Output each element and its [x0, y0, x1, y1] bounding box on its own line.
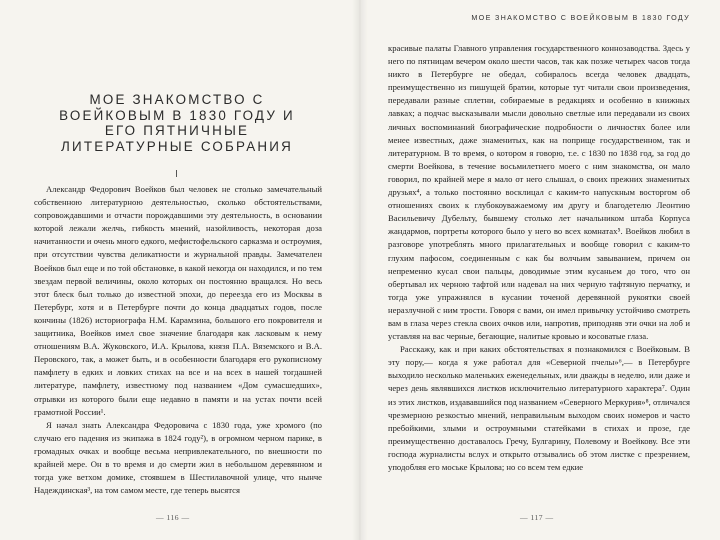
left-page-body — [34, 183, 322, 497]
page-number-right: — 117 — — [520, 513, 554, 522]
page-number-left: — 116 — — [156, 513, 190, 522]
chapter-title: МОЕ ЗНАКОМСТВО С ВОЕЙКОВЫМ В 1830 ГОДУ И ЕГО ПЯТНИЧНЫЕ ЛИТЕРАТУРНЫЕ СОБРАНИЯ — [59, 92, 295, 154]
right-page-body — [388, 42, 690, 474]
right-paragraph-1: красивые палаты Главного управления государственного коннозаводства. Здесь у него по пятницам вечером около шести часов, так как позже четырех часов тогда никто в Петербурге не обедал, собиралось всегда человек двадцать, преимущественно из пишущей братии, которые тут читали свои произведения, передавали разные сплетни, собираемые в редакциях и особенно в книжных лавках; а подчас высказывали мысли довольно светлые или передавали из своих личных воспоминаний биографические подробности о личностях более или менее известных, даже знаменитых, как на поприще государственном, так и литературном. В то время, о котором я говорю, т.е. с 1830 по 1838 год, за год до смерти Воейкова, в течение восьмилетнего моего с ним знакомства, он мало говорил, по крайней мере я мало от него слышал, о своих прежних знаменитых друзьях⁴, а только постоянно восклицал с каким-то напускным восторгом об отношениях своих к глубокоуважаемому им другу и благодетелю Леонтию Васильевичу Дубельту, бывшему столько лет начальником штаба Корпуса жандармов, портреты которого было у него во всех комнатах⁵. Воейков любил в разговоре употреблять много прилагательных и вообще говорил с каким-то глухим пафосом, соединенным с как бы волчьим завыванием, причем он непременно кусал свои пальцы, доводимые этим кусаньем до того, что он обертывал их черною тафтой или надевал на них черную тафтяную перчатку, и тогда уже упражнялся в кусании точеной деревянной рукоятки своей неразлучной с ним трости. Говоря с вами, он имел привычку устойчиво смотреть вам в глаза через стекла своих очков или, напротив, приподняв эти очки на лоб и уставляя на вас черные, бегающие, налитые кровью и косоватые глаза. — [388, 43, 690, 342]
title-ornament-rule — [176, 170, 177, 177]
book-gutter — [352, 0, 368, 540]
right-paragraph-2: Расскажу, как и при каких обстоятельствах я познакомился с Воейковым. В эту пору,— когда я уже работал для «Северной пчелы»⁶,— в Петербурге выходило несколько маленьких еженедельных, или дважды в неделю, или даже и через день являвшихся листков исключительно литературного характера⁷. Один из этих листков, издававшийся под названием «Северного Меркурия»⁸, отличался чрезмерною резкостью мнений, неправильным выходом своих номеров и часто пребойкими, злыми и остроумными статейками в стихах и прозе, где преимущественно доставалось Гречу, Булгарину, Полевому и Воейкову. Все эти господа журналисты вслух и открыто отзывались об этом листке с презрением, уподобляя его моське Крылова; но со всем тем едкие — [388, 344, 690, 472]
running-head: МОЕ ЗНАКОМСТВО С ВОЕЙКОВЫМ В 1830 ГОДУ — [471, 13, 690, 22]
left-paragraph-2: Я начал знать Александра Федоровича с 1830 года, уже хромого (по случаю его падения из экипажа в 1824 году²), в огромном черном парике, в громадных очках и вообще весьма непривлекательного, по внешности по крайней мере. Он в то время и до смерти жил в небольшом деревянном и тогда уже ветхом домике, стоявшем в Шестилавочной улице, что нынче Надеждинская³, на том самом месте, где теперь высятся — [34, 419, 322, 496]
left-paragraph-1: Александр Федорович Воейков был человек не столько замечательный собственною литературною деятельностью, сколько обстоятельствами, сопровождавшими и отчасти порождавшими эту деятельность, в основании которой лежали желчь, гибкость мнений, назойливость, некоторая доза начитанности и очень много едкого, мефистофельского сарказма и остроумия, при отсутствии чувства деликатности и журнальной правды. Замечателен Воейков был еще и по той обстановке, в какой некогда он находился, и по тем звездам первой величины, около которых он постоянно вращался. Но весь этот блеск был только до известной эпохи, до переезда его из Москвы в Петербург, хотя и в Петербурге почти до конца двадцатых годов, после кончины (1826) историографа Н.М. Карамзина, большого его покровителя и защитника, Воейков имел свое значение благодаря как ласковым к нему отношениям В.А. Жуковского, И.А. Крылова, князя П.А. Вяземского и В.А. Перовского, так, а может быть, и в особенности благодаря его рукописному памфлету в едких и ловких стихах на все и на всех в нашей тогдашней литературе, памфлету, известному под названием «Дом сумасшедших», отрывки из которого были еще недавно в памяти и на устах почти всей грамотной России¹. — [34, 184, 322, 417]
